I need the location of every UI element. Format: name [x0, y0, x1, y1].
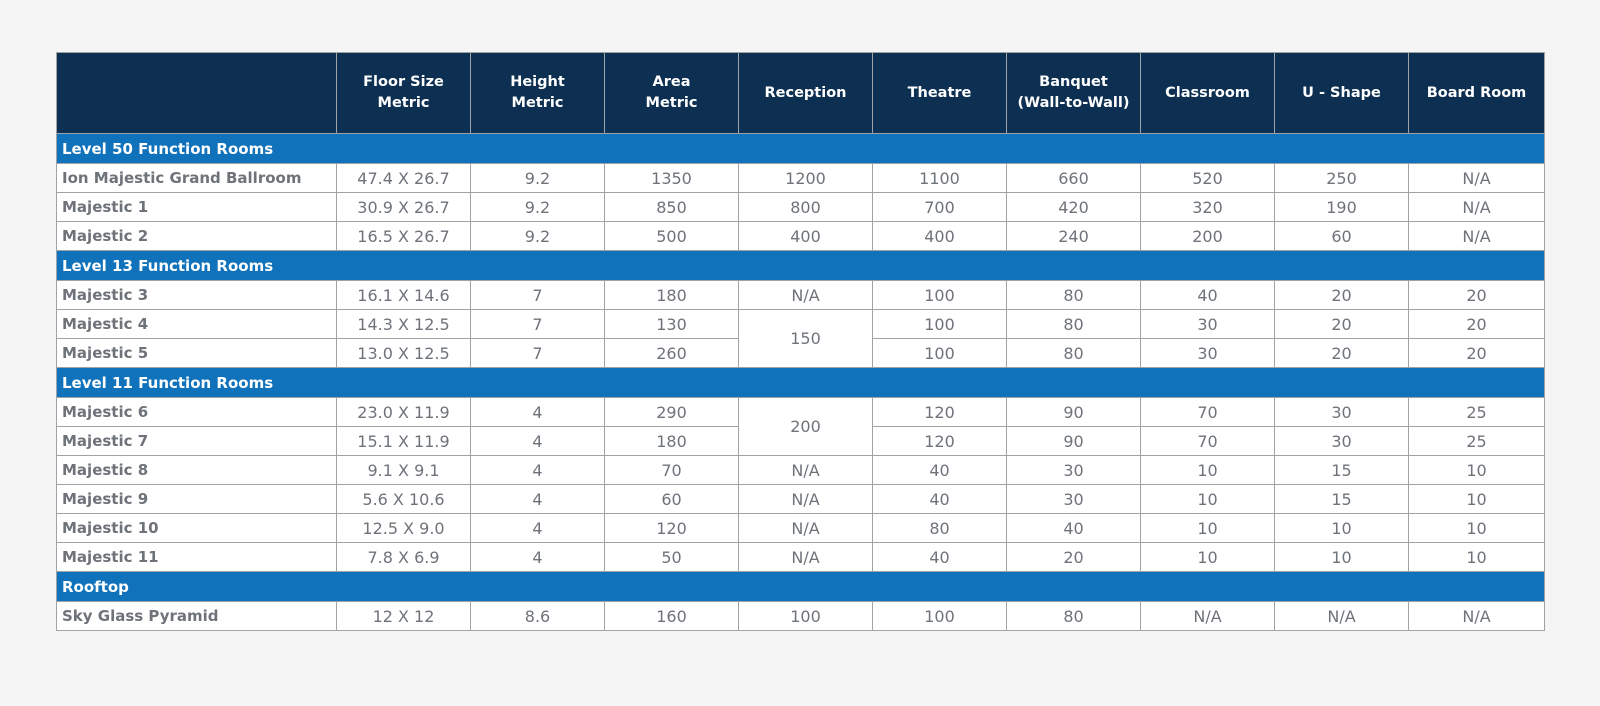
board-room-cell: 25 [1409, 398, 1545, 427]
u-shape-cell: 250 [1275, 164, 1409, 193]
height-cell: 9.2 [471, 222, 605, 251]
reception-cell: 1200 [739, 164, 873, 193]
room-name: Majestic 10 [57, 514, 337, 543]
header-reception: Reception [739, 53, 873, 134]
header-height: Height Metric [471, 53, 605, 134]
u-shape-cell: 20 [1275, 310, 1409, 339]
floor-size-cell: 5.6 X 10.6 [337, 485, 471, 514]
capacity-table-container [56, 52, 1544, 631]
classroom-cell: N/A [1141, 602, 1275, 631]
banquet-cell: 420 [1007, 193, 1141, 222]
theatre-cell: 100 [873, 602, 1007, 631]
section-title: Level 50 Function Rooms [57, 134, 1545, 164]
floor-size-cell: 12.5 X 9.0 [337, 514, 471, 543]
area-cell: 1350 [605, 164, 739, 193]
theatre-cell: 700 [873, 193, 1007, 222]
area-cell: 180 [605, 427, 739, 456]
board-room-cell: 10 [1409, 543, 1545, 572]
header-banquet: Banquet (Wall-to-Wall) [1007, 53, 1141, 134]
table-row [57, 485, 1545, 514]
area-cell: 70 [605, 456, 739, 485]
floor-size-cell: 9.1 X 9.1 [337, 456, 471, 485]
header-room-name [57, 53, 337, 134]
u-shape-cell: 15 [1275, 485, 1409, 514]
banquet-cell: 660 [1007, 164, 1141, 193]
classroom-cell: 10 [1141, 543, 1275, 572]
banquet-cell: 90 [1007, 398, 1141, 427]
height-cell: 7 [471, 339, 605, 368]
banquet-cell: 80 [1007, 602, 1141, 631]
room-name: Majestic 1 [57, 193, 337, 222]
room-name: Majestic 3 [57, 281, 337, 310]
height-cell: 4 [471, 485, 605, 514]
theatre-cell: 400 [873, 222, 1007, 251]
room-name: Ion Majestic Grand Ballroom [57, 164, 337, 193]
table-row [57, 310, 1545, 339]
theatre-cell: 120 [873, 398, 1007, 427]
room-name: Majestic 6 [57, 398, 337, 427]
classroom-cell: 70 [1141, 398, 1275, 427]
height-cell: 8.6 [471, 602, 605, 631]
table-row [57, 193, 1545, 222]
height-cell: 9.2 [471, 193, 605, 222]
reception-cell: 200 [739, 398, 873, 456]
height-cell: 4 [471, 456, 605, 485]
reception-cell: 800 [739, 193, 873, 222]
height-cell: 7 [471, 310, 605, 339]
reception-cell: N/A [739, 281, 873, 310]
floor-size-cell: 47.4 X 26.7 [337, 164, 471, 193]
header-area: Area Metric [605, 53, 739, 134]
reception-cell: N/A [739, 514, 873, 543]
banquet-cell: 80 [1007, 310, 1141, 339]
u-shape-cell: 20 [1275, 339, 1409, 368]
table-row [57, 222, 1545, 251]
height-cell: 4 [471, 427, 605, 456]
reception-cell: 100 [739, 602, 873, 631]
section-title: Rooftop [57, 572, 1545, 602]
table-row [57, 398, 1545, 427]
room-name: Majestic 5 [57, 339, 337, 368]
theatre-cell: 100 [873, 310, 1007, 339]
floor-size-cell: 30.9 X 26.7 [337, 193, 471, 222]
board-room-cell: 20 [1409, 281, 1545, 310]
classroom-cell: 10 [1141, 456, 1275, 485]
floor-size-cell: 16.1 X 14.6 [337, 281, 471, 310]
reception-cell: 400 [739, 222, 873, 251]
area-cell: 120 [605, 514, 739, 543]
area-cell: 180 [605, 281, 739, 310]
board-room-cell: 10 [1409, 514, 1545, 543]
banquet-cell: 90 [1007, 427, 1141, 456]
section-row [57, 251, 1545, 281]
room-name: Majestic 4 [57, 310, 337, 339]
theatre-cell: 1100 [873, 164, 1007, 193]
room-name: Majestic 9 [57, 485, 337, 514]
height-cell: 4 [471, 514, 605, 543]
room-name: Majestic 2 [57, 222, 337, 251]
reception-cell: N/A [739, 543, 873, 572]
floor-size-cell: 13.0 X 12.5 [337, 339, 471, 368]
height-cell: 4 [471, 398, 605, 427]
board-room-cell: N/A [1409, 222, 1545, 251]
board-room-cell: N/A [1409, 193, 1545, 222]
height-cell: 7 [471, 281, 605, 310]
area-cell: 60 [605, 485, 739, 514]
header-u-shape: U - Shape [1275, 53, 1409, 134]
table-row [57, 543, 1545, 572]
table-row [57, 164, 1545, 193]
header-board-room: Board Room [1409, 53, 1545, 134]
section-title: Level 11 Function Rooms [57, 368, 1545, 398]
banquet-cell: 30 [1007, 456, 1141, 485]
table-row [57, 514, 1545, 543]
banquet-cell: 240 [1007, 222, 1141, 251]
theatre-cell: 100 [873, 339, 1007, 368]
area-cell: 130 [605, 310, 739, 339]
area-cell: 160 [605, 602, 739, 631]
area-cell: 50 [605, 543, 739, 572]
u-shape-cell: N/A [1275, 602, 1409, 631]
u-shape-cell: 30 [1275, 427, 1409, 456]
room-name: Majestic 11 [57, 543, 337, 572]
theatre-cell: 40 [873, 456, 1007, 485]
reception-cell: 150 [739, 310, 873, 368]
board-room-cell: N/A [1409, 602, 1545, 631]
classroom-cell: 30 [1141, 310, 1275, 339]
u-shape-cell: 30 [1275, 398, 1409, 427]
section-row [57, 368, 1545, 398]
u-shape-cell: 10 [1275, 514, 1409, 543]
u-shape-cell: 10 [1275, 543, 1409, 572]
theatre-cell: 120 [873, 427, 1007, 456]
classroom-cell: 520 [1141, 164, 1275, 193]
capacity-table [56, 52, 1545, 631]
section-row [57, 134, 1545, 164]
height-cell: 9.2 [471, 164, 605, 193]
banquet-cell: 40 [1007, 514, 1141, 543]
banquet-cell: 80 [1007, 281, 1141, 310]
u-shape-cell: 20 [1275, 281, 1409, 310]
u-shape-cell: 15 [1275, 456, 1409, 485]
u-shape-cell: 60 [1275, 222, 1409, 251]
room-name: Majestic 8 [57, 456, 337, 485]
banquet-cell: 80 [1007, 339, 1141, 368]
classroom-cell: 10 [1141, 485, 1275, 514]
area-cell: 850 [605, 193, 739, 222]
floor-size-cell: 15.1 X 11.9 [337, 427, 471, 456]
room-name: Majestic 7 [57, 427, 337, 456]
classroom-cell: 320 [1141, 193, 1275, 222]
board-room-cell: 10 [1409, 456, 1545, 485]
floor-size-cell: 14.3 X 12.5 [337, 310, 471, 339]
board-room-cell: 20 [1409, 339, 1545, 368]
table-row [57, 602, 1545, 631]
area-cell: 260 [605, 339, 739, 368]
floor-size-cell: 7.8 X 6.9 [337, 543, 471, 572]
classroom-cell: 30 [1141, 339, 1275, 368]
banquet-cell: 20 [1007, 543, 1141, 572]
theatre-cell: 100 [873, 281, 1007, 310]
u-shape-cell: 190 [1275, 193, 1409, 222]
theatre-cell: 40 [873, 543, 1007, 572]
board-room-cell: N/A [1409, 164, 1545, 193]
section-row [57, 572, 1545, 602]
theatre-cell: 80 [873, 514, 1007, 543]
table-header-row [57, 53, 1545, 134]
floor-size-cell: 16.5 X 26.7 [337, 222, 471, 251]
floor-size-cell: 12 X 12 [337, 602, 471, 631]
classroom-cell: 200 [1141, 222, 1275, 251]
classroom-cell: 10 [1141, 514, 1275, 543]
header-floor-size: Floor Size Metric [337, 53, 471, 134]
board-room-cell: 20 [1409, 310, 1545, 339]
area-cell: 500 [605, 222, 739, 251]
floor-size-cell: 23.0 X 11.9 [337, 398, 471, 427]
classroom-cell: 70 [1141, 427, 1275, 456]
reception-cell: N/A [739, 485, 873, 514]
area-cell: 290 [605, 398, 739, 427]
height-cell: 4 [471, 543, 605, 572]
classroom-cell: 40 [1141, 281, 1275, 310]
reception-cell: N/A [739, 456, 873, 485]
header-theatre: Theatre [873, 53, 1007, 134]
section-title: Level 13 Function Rooms [57, 251, 1545, 281]
room-name: Sky Glass Pyramid [57, 602, 337, 631]
header-classroom: Classroom [1141, 53, 1275, 134]
board-room-cell: 10 [1409, 485, 1545, 514]
board-room-cell: 25 [1409, 427, 1545, 456]
theatre-cell: 40 [873, 485, 1007, 514]
table-row [57, 281, 1545, 310]
banquet-cell: 30 [1007, 485, 1141, 514]
table-row [57, 456, 1545, 485]
